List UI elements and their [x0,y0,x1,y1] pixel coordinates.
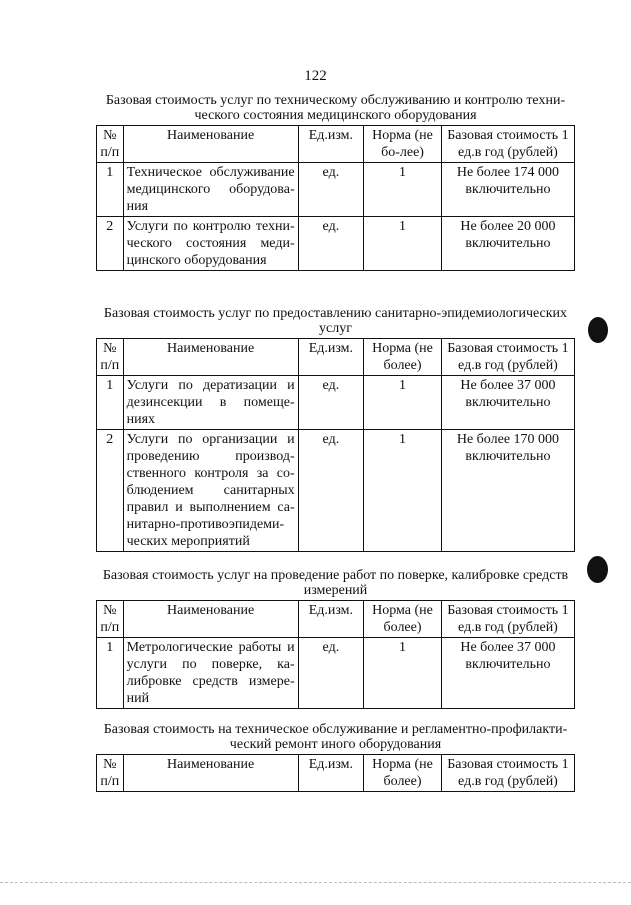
row-name: Метрологические работы и услуги по поверке, ка-либровке средств измере-ний [123,638,298,709]
section-title: Базовая стоимость услуг по предоставлению санитарно-эпидемиологических услуг [103,306,568,336]
header-cost: Базовая стоимость 1 ед.в год (рублей) [441,339,574,376]
row-cost: Не более 37 000 включительно [441,638,574,709]
cost-table [96,600,575,709]
header-num: № п/п [97,339,124,376]
row-norm: 1 [364,430,442,552]
row-num: 1 [97,163,124,217]
table-row [97,638,575,709]
row-norm: 1 [364,376,442,430]
table-header-row [97,126,575,163]
header-unit: Ед.изм. [298,601,364,638]
row-cost: Не более 174 000 включительно [441,163,574,217]
header-num: № п/п [97,755,124,792]
row-name: Техническое обслуживание медицинского оборудова-ния [123,163,298,217]
row-cost: Не более 37 000 включительно [441,376,574,430]
header-unit: Ед.изм. [298,126,364,163]
row-num: 1 [97,376,124,430]
table-header-row [97,601,575,638]
header-norm: Норма (не более) [364,755,442,792]
row-num: 1 [97,638,124,709]
header-norm: Норма (не бо-лее) [364,126,442,163]
row-norm: 1 [364,638,442,709]
header-cost: Базовая стоимость 1 ед.в год (рублей) [441,755,574,792]
row-num: 2 [97,217,124,271]
section-medical-equipment [96,93,575,271]
table-row [97,217,575,271]
table-header-row [97,755,575,792]
row-name: Услуги по дератизации и дезинсекции в помеще-ниях [123,376,298,430]
punch-hole-mark [587,556,608,583]
row-unit: ед. [298,163,364,217]
row-cost: Не более 20 000 включительно [441,217,574,271]
header-norm: Норма (не более) [364,339,442,376]
header-name: Наименование [123,755,298,792]
header-cost: Базовая стоимость 1 ед.в год (рублей) [441,126,574,163]
header-cost: Базовая стоимость 1 ед.в год (рублей) [441,601,574,638]
row-unit: ед. [298,638,364,709]
table-row [97,430,575,552]
cost-table [96,338,575,552]
header-name: Наименование [123,601,298,638]
section-title: Базовая стоимость услуг на проведение работ по поверке, калибровке средств измерений [102,568,569,598]
table-row [97,163,575,217]
punch-hole-mark [588,317,608,343]
bottom-scan-line [0,882,631,883]
header-num: № п/п [97,126,124,163]
table-row [97,376,575,430]
row-cost: Не более 170 000 включительно [441,430,574,552]
row-norm: 1 [364,163,442,217]
row-num: 2 [97,430,124,552]
table-header-row [97,339,575,376]
row-unit: ед. [298,217,364,271]
row-name: Услуги по организации и проведению производ-ственного контроля за со-блюдением санитарных правил и выполнением са-нитарно-противоэпидеми-ческих мероприятий [123,430,298,552]
section-metrology [96,568,575,709]
section-title: Базовая стоимость на техническое обслуживание и регламентно-профилакти-ческий ремонт иного оборудования [103,722,568,752]
header-norm: Норма (не более) [364,601,442,638]
row-name: Услуги по контролю техни-ческого состояния меди-цинского оборудования [123,217,298,271]
section-other-equipment [96,722,575,792]
header-unit: Ед.изм. [298,339,364,376]
page-number: 122 [304,68,327,84]
row-unit: ед. [298,376,364,430]
header-num: № п/п [97,601,124,638]
header-unit: Ед.изм. [298,755,364,792]
row-unit: ед. [298,430,364,552]
section-title: Базовая стоимость услуг по техническому обслуживанию и контролю техни-ческого состояния медицинского оборудования [105,93,566,123]
row-norm: 1 [364,217,442,271]
header-name: Наименование [123,126,298,163]
cost-table [96,754,575,792]
cost-table [96,125,575,271]
section-sanitary-services [96,306,575,552]
header-name: Наименование [123,339,298,376]
